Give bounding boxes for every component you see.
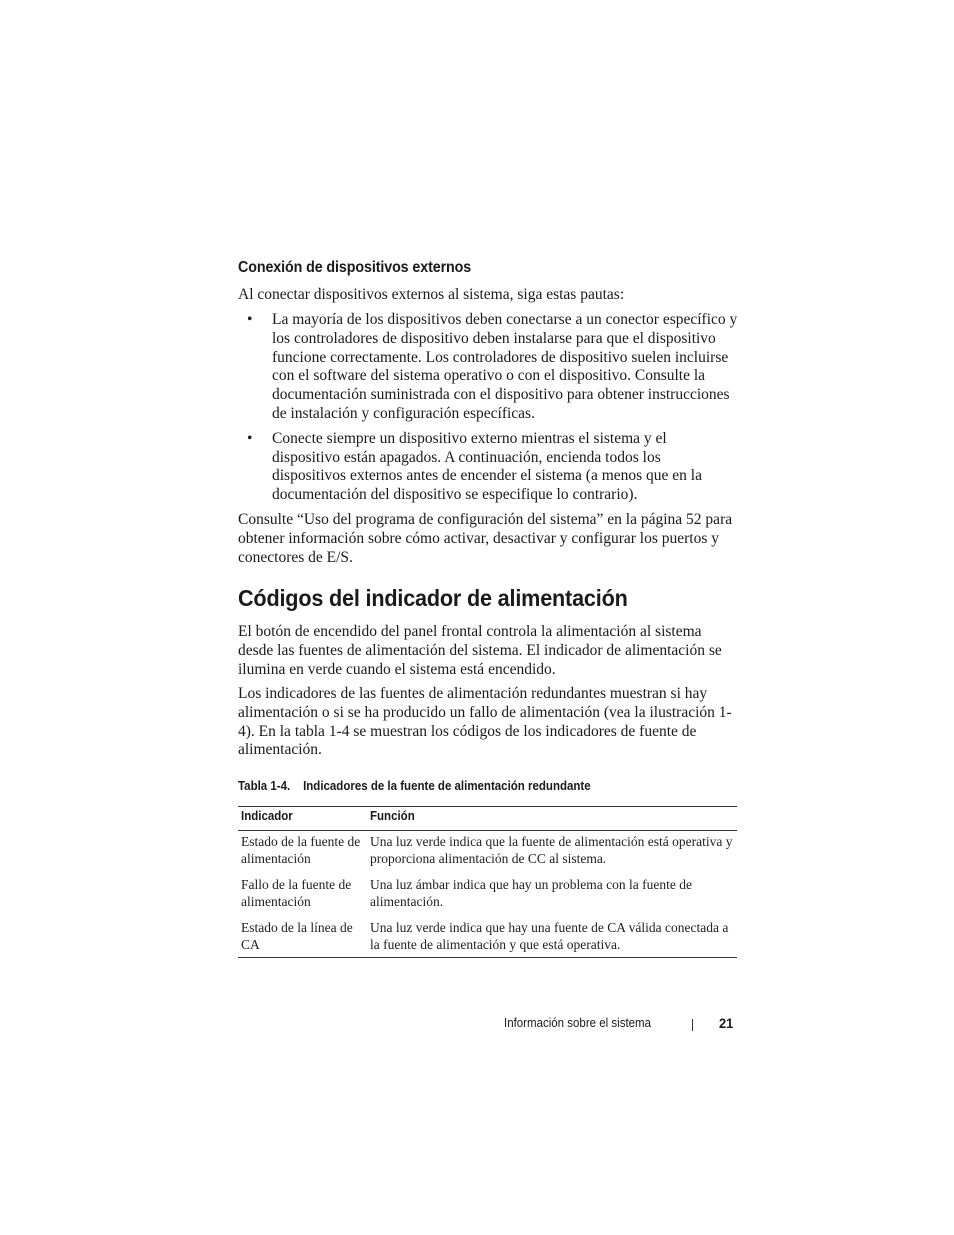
- table-row: [238, 875, 737, 918]
- section-closing: Consulte “Uso del programa de configuración del sistema” en la página 52 para obtener información sobre cómo activar, desactivar y configurar los puertos y conectores de E/S.: [238, 511, 733, 566]
- bullet-icon: •: [247, 429, 253, 447]
- table-row: [238, 831, 737, 876]
- paragraph-redundant-indicators: Los indicadores de las fuentes de alimentación redundantes muestran si hay alimentación o si se ha producido un fallo de alimentación (vea la ilustración 1-4). En la tabla 1-4 se muestran los códigos de los indicadores de fuente de alimentación.: [238, 685, 732, 759]
- page-number: 21: [719, 1015, 734, 1031]
- column-header-funcion: Función: [367, 807, 737, 831]
- page-title: Códigos del indicador de alimentación: [238, 585, 628, 611]
- table-caption: [238, 779, 591, 793]
- table-header-row: [238, 807, 737, 831]
- section-heading: Conexión de dispositivos externos: [238, 259, 472, 276]
- table-cell-function: Una luz verde indica que hay una fuente de CA válida conectada a la fuente de alimentación y que está operativa.: [367, 918, 737, 958]
- section-intro: Al conectar dispositivos externos al sistema, siga estas pautas:: [238, 286, 625, 303]
- list-item-text: La mayoría de los dispositivos deben conectarse a un conector específico y los controladores de dispositivo deben instalarse para que el dispositivo funcione correctamente. Los controladores de dispositivo suelen incluirse con el software del sistema operativo o con el dispositivo. Consulte la documentación suministrada con el dispositivo para obtener instrucciones de instalación y configuración específicas.: [272, 311, 738, 422]
- list-item-text: Conecte siempre un dispositivo externo mientras el sistema y el dispositivo están apagados. A continuación, encienda todos los dispositivos externos antes de encender el sistema (a menos que en la documentación del dispositivo se especifique lo contrario).: [272, 429, 702, 504]
- indicator-table: [238, 806, 737, 958]
- table-cell-indicator: Estado de la fuente de alimentación: [241, 834, 361, 866]
- footer-section-title: Información sobre el sistema: [504, 1016, 652, 1030]
- paragraph-power-button: El botón de encendido del panel frontal controla la alimentación al sistema desde las fuentes de alimentación del sistema. El indicador de alimentación se ilumina en verde cuando el sistema está encendido.: [238, 623, 722, 678]
- table-cell-function: Una luz verde indica que la fuente de alimentación está operativa y proporciona alimentación de CC al sistema.: [370, 834, 733, 866]
- table-cell-function: Una luz ámbar indica que hay un problema con la fuente de alimentación.: [370, 877, 692, 909]
- table-cell-indicator: Fallo de la fuente de alimentación: [241, 877, 352, 909]
- table-row: [238, 918, 737, 958]
- list-item: [238, 311, 738, 424]
- list-item: [238, 430, 738, 505]
- table-caption-title: Indicadores de la fuente de alimentación redundante: [303, 779, 591, 793]
- guideline-list: [238, 311, 738, 511]
- footer-divider: [692, 1019, 693, 1031]
- table-cell-indicator: Estado de la línea de CA: [238, 918, 367, 958]
- column-header-indicador: Indicador: [238, 807, 367, 831]
- table-caption-label: Tabla 1-4.: [238, 779, 291, 793]
- bullet-icon: •: [247, 311, 253, 328]
